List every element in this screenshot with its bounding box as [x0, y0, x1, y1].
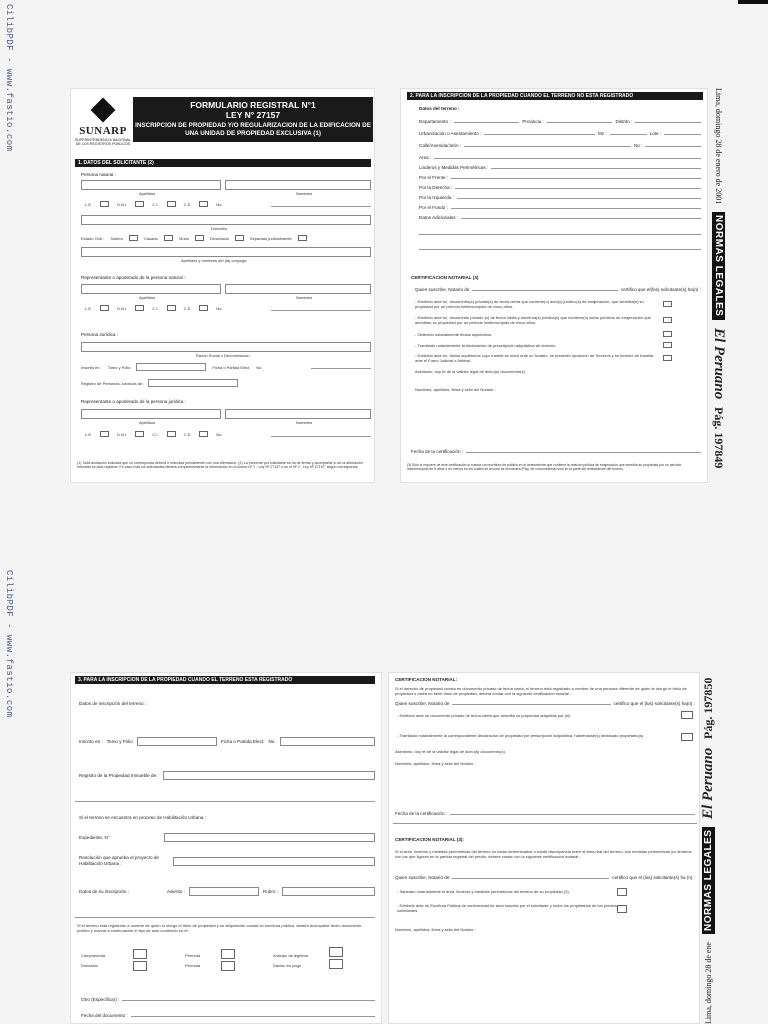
registro-juridicas-row — [81, 379, 238, 387]
label-razon-social: Razón Social o Denominación — [196, 353, 250, 358]
area-line[interactable] — [434, 158, 701, 159]
cert-item-4-b: - Exhibido ante mí Escritura Pública de conformidad de área suscrita por el solicitante y todos los propietarios de los predios colindantes. — [397, 903, 617, 913]
label-dni-2: D.N.I. — [117, 305, 128, 311]
derecha-row — [419, 185, 701, 191]
dni-checkbox-3[interactable] — [135, 431, 144, 437]
ci-checkbox-3[interactable] — [167, 431, 176, 437]
form-registral-sheet — [70, 88, 375, 483]
anticipo-checkbox[interactable] — [329, 947, 343, 957]
cert-item-1-checkbox[interactable] — [663, 301, 672, 307]
label-ce-2: C.E. — [183, 305, 192, 311]
logo-subtitle: SUPERINTENDENCIA NACIONAL DE LOS REGISTROS PUBLICOS — [75, 138, 131, 146]
calle-no-line[interactable] — [645, 146, 701, 147]
le-checkbox-2[interactable] — [100, 305, 109, 311]
label-area: Area : — [419, 155, 432, 160]
rep-juridica-nombres-field[interactable] — [225, 409, 371, 419]
label-estado-civil: Estado Civil : — [81, 235, 105, 241]
cert-title-b-2: CERTIFICACION NOTARIAL (3): — [395, 837, 464, 842]
label-urbanizacion: Urbanización o Asentamiento : — [419, 131, 482, 136]
notario-line-b[interactable] — [452, 704, 610, 705]
razon-social-field[interactable] — [81, 342, 371, 352]
quien-suscribe-row-b — [395, 701, 695, 707]
linderos-row — [419, 165, 701, 171]
fondo-row — [419, 205, 701, 211]
strip-page-number-b: Pág. 197850 — [701, 677, 715, 740]
fecha-cert-line[interactable] — [466, 452, 701, 453]
estado-civil-row — [81, 235, 307, 241]
cert-item-2-b-checkbox[interactable] — [681, 733, 693, 741]
label-calle-no: No : — [633, 143, 643, 148]
resolucion-row — [79, 855, 375, 867]
asimismo-text: Asimismo, doy fe de la validez legal de dicho(s) documento(s). — [415, 369, 526, 374]
datos-inscripcion-row — [79, 887, 375, 896]
fecha-cert-row — [411, 449, 701, 455]
label-dacion: Dación en pago — [273, 963, 302, 968]
ficha-field-b[interactable] — [280, 737, 375, 746]
viudo-checkbox[interactable] — [195, 235, 204, 241]
label-mz: Mz : — [598, 131, 607, 136]
quien-suscribe-row — [415, 287, 701, 293]
label-datos-adicionales: Datos Adicionales : — [419, 215, 459, 220]
mz-line[interactable] — [610, 134, 647, 135]
label-registro-propiedad: Registro de la Propiedad Inmueble de : — [79, 772, 159, 778]
otro-line[interactable] — [122, 1000, 375, 1001]
certificacion-notarial-sheet — [388, 672, 700, 1024]
cert-item-4-checkbox[interactable] — [663, 342, 672, 348]
label-ci: C.I. — [152, 201, 159, 207]
label-asiento: Asiento : — [167, 888, 185, 894]
cert-item-1-b-checkbox[interactable] — [681, 711, 693, 719]
calle-row — [419, 143, 701, 149]
section-2-header: 2. PARA LA INSCRIPCION DE LA PROPIEDAD CUANDO EL TERRENO NO ESTA REGISTRADO — [407, 92, 703, 100]
registro-propiedad-field[interactable] — [163, 771, 375, 780]
no-registrado-text: Si el terreno está registrado a nombre de quien lo otorgó el título de propiedad y su adquisición consta en escritura pública, deberá acompañar dicho documento público y marcar a continuación el tipo de acto contenido en él : — [77, 923, 362, 933]
label-certifico-b-2: certifico que el (los) solicitante(s) ha (n) : — [612, 875, 695, 880]
bottom-spread — [0, 512, 768, 1024]
urbanizacion-row — [419, 131, 701, 137]
document-type-row-2 — [85, 305, 223, 311]
fondo-line[interactable] — [451, 208, 701, 209]
fecha-cert-line-b[interactable] — [450, 814, 695, 815]
cert-item-3: - Obtenido notarialmente títulos supletorios. — [415, 332, 493, 337]
divorciado-checkbox[interactable] — [235, 235, 244, 241]
expediente-field[interactable] — [164, 833, 375, 842]
label-nombres-3: Nombres — [296, 420, 313, 425]
dni-checkbox-2[interactable] — [135, 305, 144, 311]
cert-item-2-checkbox[interactable] — [663, 317, 672, 323]
label-certifico: certifico que el(los) solicitante(s) ha(n) : — [620, 287, 701, 292]
label-fecha-cert: Fecha de la certificación : — [411, 449, 464, 454]
sunarp-logo — [75, 97, 131, 146]
label-por-fondo: Por el Fondo : — [419, 205, 448, 210]
right-footnote: (3) Sólo si requiere de este certificación si cuenta con escritura de pública en el antecedente que contiene la relación pública de enajenación que acredita su propiedad por un período ininterrumpido de 5 años o en menos en los cuales se recurra se encuentra (Pág. de concordancia) solo en la parte del antecedente del terreno. — [407, 463, 682, 472]
label-lote: Lote : — [649, 131, 662, 136]
label-no: No. — [216, 201, 223, 207]
label-habilitacion: Si el terreno se encuentra en proceso de Habilitación Urbana : — [79, 815, 206, 820]
adicionales-row — [419, 215, 701, 221]
nombres-firma-label-b-2: Nombres, apellidos, firma y sello del Notario : — [395, 927, 476, 932]
apellidos-field[interactable] — [81, 180, 221, 190]
calle-line[interactable] — [464, 146, 631, 147]
registro-propiedad-row — [79, 771, 375, 780]
rep-juridica-apellidos-field[interactable] — [81, 409, 221, 419]
label-dni: D.N.I. — [117, 201, 128, 207]
permuta-checkbox-2[interactable] — [221, 961, 235, 971]
label-fecha-documento: Fecha del documento : — [81, 1013, 128, 1018]
izquierda-row — [419, 195, 701, 201]
terreno-no-registrado-sheet — [400, 88, 708, 483]
label-no-b: No. — [268, 738, 276, 744]
watermark-2: CilibPDF - www.fastio.com — [4, 570, 14, 718]
derecha-line[interactable] — [455, 188, 701, 189]
cert-item-5-checkbox[interactable] — [663, 355, 672, 361]
label-no-2: No. — [216, 305, 223, 311]
document-number-line-2[interactable] — [271, 310, 371, 311]
label-tomo-folio: Tomo y Folio — [107, 364, 131, 370]
label-por-izquierda: Por la Izquierda : — [419, 195, 454, 200]
cert-title-b: CERTIFICACION NOTARIAL: — [395, 677, 458, 682]
cert-item-3-checkbox[interactable] — [663, 331, 672, 337]
domicilio-field[interactable] — [81, 215, 371, 225]
frente-row — [419, 175, 701, 181]
label-expediente: Expediente, N° — [79, 834, 110, 840]
otro-row — [81, 997, 375, 1003]
label-calle: Calle/Avenida/Jirón : — [419, 143, 462, 148]
cert-item-4-b-checkbox[interactable] — [617, 905, 627, 913]
divider-1 — [75, 801, 375, 802]
notario-line[interactable] — [472, 290, 617, 291]
label-le-3: L.E. — [85, 431, 93, 437]
divider-2 — [75, 917, 375, 918]
separado-checkbox[interactable] — [298, 235, 307, 241]
departamento-line[interactable] — [454, 122, 520, 123]
cert-item-2-b: - Tramitado notarialmente la correspondiente declaración de propiedad por prescripción adquisitiva, habiéndose(s) declarado propietario(s). — [397, 733, 645, 738]
label-resolucion: Resolución que aprueba el proyecto de Habilitación Urbana : — [79, 855, 159, 866]
label-datos-inscripcion-2: Datos de su inscripción : — [79, 888, 130, 894]
expediente-row — [79, 833, 375, 842]
resolucion-field[interactable] — [173, 857, 375, 866]
tomo-folio-field-b[interactable] — [137, 737, 217, 746]
label-ci-3: C.I. — [152, 431, 159, 437]
rep-natural-nombres-field[interactable] — [225, 284, 371, 294]
cert-intro-b-2: Si el área, linderos y medidas perimétricas del terreno no están determinados o existe discrepancia entre el área real del terreno, sus medidas perimétricas y/o linderos con los que figuran en la partida registral del predio, deberá contar con la siguiente certificación notarial : — [395, 849, 692, 859]
quien-suscribe-row-b-2 — [395, 875, 695, 881]
label-soltero: Soltero — [110, 235, 124, 241]
label-certifico-b: certifico que el (los) solicitante(s) ha(n) : — [613, 701, 695, 706]
label-apellidos-3: Apellidos — [139, 420, 156, 425]
label-conyuge: Apellidos y nombres del (la) cónyuge — [181, 258, 247, 263]
label-viudo: Viudo — [178, 235, 189, 241]
label-quien-suscribe: Quien suscribe, Notario de — [415, 287, 470, 292]
label-distrito: Distrito : — [615, 119, 633, 124]
dni-checkbox[interactable] — [135, 201, 144, 207]
label-le-2: L.E. — [85, 305, 93, 311]
nombres-field[interactable] — [225, 180, 371, 190]
adicionales-line[interactable] — [461, 218, 701, 219]
label-nombres: Nombres — [296, 191, 313, 196]
conyuge-field[interactable] — [81, 247, 371, 257]
cert-item-5: - Exhibido ante mí, títulos supletorios cuyo trámite se inició ante un Notario, se presentó oposición de Terceros y se terminó de tramitar ante el Fuero Judicial o Arbitral. — [415, 353, 654, 363]
edge-mark — [738, 0, 768, 4]
strip-page-number: Pág. 197849 — [712, 406, 726, 469]
donacion-checkbox[interactable] — [133, 961, 147, 971]
le-checkbox-3[interactable] — [100, 431, 109, 437]
cert-item-1-b: - Exhibido ante mí documento privado de fecha cierta que acredita su propiedad adquirida por (el) — [397, 713, 571, 718]
tomo-folio-field[interactable] — [136, 363, 206, 371]
cert-item-2: - Exhibido ante mí, documento privado (s) de fecha cierta y escritura(s) pública(s) que contiene(n) actos jurídicos de enajenación que acreditan su propiedad por un período ininterrumpido de cinco años. — [415, 315, 651, 325]
newspaper-strip-bottom — [700, 672, 717, 1024]
urbanizacion-line[interactable] — [484, 134, 595, 135]
label-no-3: No. — [216, 431, 223, 437]
rubro-field[interactable] — [282, 887, 375, 896]
form-title-1: FORMULARIO REGISTRAL N°1 — [190, 100, 316, 110]
label-ce-3: C.E. — [183, 431, 192, 437]
cert-item-3-b-checkbox[interactable] — [617, 888, 627, 896]
label-le: L.E. — [85, 201, 93, 207]
area-row — [419, 155, 701, 161]
form-title-3: INSCRIPCION DE PROPIEDAD Y/O REGULARIZACION DE LA EDIFICACION DE UNA UNIDAD DE PROPIEDAD EXCLUSIVA (1) — [135, 122, 371, 137]
label-ficha-no: No. — [256, 364, 263, 370]
acto-options — [81, 953, 371, 977]
ce-checkbox-2[interactable] — [199, 305, 208, 311]
label-casado: Casado — [144, 235, 158, 241]
asiento-field[interactable] — [189, 887, 259, 896]
permuta-checkbox[interactable] — [221, 949, 235, 959]
document-type-row-1 — [85, 201, 223, 207]
section-3-header: 3. PARA LA INSCRIPCION DE LA PROPIEDAD CUANDO EL TERRENO ESTA REGISTRADO — [75, 676, 375, 684]
label-datos-inscripcion: Datos de inscripción del terreno : — [79, 701, 147, 706]
label-ficha: Ficha o Partida Elect. — [212, 364, 251, 370]
fecha-documento-row — [81, 1013, 375, 1019]
strip-section: NORMAS LEGALES — [712, 212, 725, 319]
soltero-checkbox[interactable] — [129, 235, 138, 241]
label-inscrita-en: Inscrita en : — [81, 364, 102, 370]
document-type-row-3 — [85, 431, 223, 437]
label-por-derecha: Por la Derecha : — [419, 185, 453, 190]
rep-natural-apellidos-field[interactable] — [81, 284, 221, 294]
notario-line-b-2[interactable] — [452, 878, 609, 879]
registro-juridicas-field[interactable] — [148, 379, 238, 387]
label-tomo-folio-b: Tomo y Folio — [106, 738, 133, 744]
el-peruano-logo-b: El Peruano — [700, 747, 716, 819]
label-donacion: Donación — [81, 963, 98, 968]
distrito-line[interactable] — [635, 122, 701, 123]
compraventa-checkbox[interactable] — [133, 949, 147, 959]
logo-name: SUNARP — [79, 125, 127, 137]
strip-date-b: Lima, domingo 28 de ene — [704, 942, 713, 1024]
divider-b — [393, 823, 697, 824]
label-apellidos: Apellidos — [139, 191, 156, 196]
cert-item-1: - Exhibido ante mí, documento(s) privado(s) de fecha cierta que contiene(n) acto(s) jurídico(s) de enajenación, que acredita(n) su propiedad por un período ininterrumpido de cinco años. — [415, 299, 644, 309]
dacion-checkbox[interactable] — [329, 959, 343, 969]
form-title-2: LEY N° 27157 — [225, 110, 281, 120]
strip-section-b: NORMAS LEGALES — [702, 827, 715, 934]
lote-line[interactable] — [664, 134, 701, 135]
label-nombres-2: Nombres — [296, 295, 313, 300]
fecha-documento-line[interactable] — [131, 1016, 375, 1017]
sunarp-emblem-icon — [91, 98, 116, 123]
label-datos-terreno: Datos del terreno : — [419, 106, 460, 111]
ce-checkbox-3[interactable] — [199, 431, 208, 437]
provincia-line[interactable] — [547, 122, 613, 123]
label-fecha-cert-b: Fecha de la certificación : — [395, 811, 448, 816]
label-quien-suscribe-b-2: Quien suscribe, Notario de — [395, 875, 450, 880]
label-provincia: Provincia : — [522, 119, 544, 124]
label-dni-3: D.N.I. — [117, 431, 128, 437]
label-rubro: Rubro : — [262, 888, 278, 894]
newspaper-strip-top — [710, 88, 727, 488]
form-footnote: (1) Toda anotación indicada que no corresponda deberá ir marcada previamente con una afirmación. (2) La presente por solicitante se ha de firmar y acompañar lo de la afirmación mientras se pida registrar. En caso más los solicitantes deberá complementarse la información en el Anexo Nº 1 - Ley Nº 27157 o en el Nº 2 - Ley Nº 27157, según corresponda. — [77, 461, 363, 470]
watermark: CilibPDF - www.fastio.com — [4, 4, 14, 152]
document-number-line-3[interactable] — [271, 436, 371, 437]
label-ce: C.E. — [183, 201, 192, 207]
nombres-firma-label-b: Nombres, apellidos, firma y sello del Notario : — [395, 761, 476, 766]
label-quien-suscribe-b: Quien suscribe, Notario de — [395, 701, 450, 706]
ubicacion-row — [419, 119, 701, 125]
cert-item-3-b: - Saneado notarialmente el área, linderos y medidas perimétricas del terreno de su propiedad (3). — [397, 889, 570, 894]
label-ci-2: C.I. — [152, 305, 159, 311]
adicionales-line-2[interactable] — [419, 234, 701, 235]
strip-date: Lima, domingo 28 de enero de 2001 — [714, 88, 723, 205]
label-anticipo: Anticipo de legítima — [273, 953, 308, 958]
adicionales-line-3[interactable] — [419, 249, 701, 250]
label-compraventa: Compraventa — [81, 953, 106, 958]
label-domicilio: Domicilio — [211, 226, 228, 231]
ci-checkbox-2[interactable] — [167, 305, 176, 311]
label-departamento: Departamento : — [419, 119, 451, 124]
cert-item-4: - Tramitado notarialmente la declaración de prescripción adquisitiva de dominio. — [415, 343, 557, 348]
label-persona-natural: Persona natural : — [81, 172, 116, 177]
label-inscrito-en: Inscrito en : — [79, 738, 103, 744]
label-representante-juridica: Representante o apoderado de la persona jurídica : — [81, 399, 186, 404]
linderos-line[interactable] — [491, 168, 701, 169]
frente-line[interactable] — [451, 178, 701, 179]
label-separado: Separado judicialmente — [249, 235, 292, 241]
label-ficha-b: Ficha o Partida Elect. — [220, 738, 265, 744]
izquierda-line[interactable] — [457, 198, 701, 199]
asimismo-text-b: Asimismo, doy fe de la validez legal de dicho(s) documento(s). — [395, 749, 506, 754]
label-permuta-2: Permuta — [185, 963, 201, 968]
le-checkbox[interactable] — [100, 201, 109, 207]
cert-intro-b: Si el derecho de propiedad consta en documento privado de fecha cierta, el terreno está registrado a nombre de una persona diferente de quien le otorgó el título de propiedad o usted no tiene título de propiedad, deberá contar con la siguiente certificación notarial : — [395, 686, 687, 696]
label-apellidos-2: Apellidos — [139, 295, 156, 300]
inscrita-row — [81, 363, 263, 371]
section-1-header: 1. DATOS DEL SOLICITANTE (2) — [75, 159, 371, 167]
document-number-line[interactable] — [271, 206, 371, 207]
terreno-registrado-sheet — [70, 672, 382, 1024]
label-permuta: Permuta — [185, 953, 201, 958]
label-persona-juridica: Persona Jurídica : — [81, 332, 119, 337]
form-title-block — [133, 97, 373, 142]
label-por-frente: Por el Frente : — [419, 175, 449, 180]
label-representante-natural: Representante o apoderado de la persona natural : — [81, 275, 186, 280]
ci-checkbox[interactable] — [167, 201, 176, 207]
label-registro-juridicas: Registro de Personas Jurídicas de : — [81, 380, 145, 386]
label-otro: Otro (Especificar) : — [81, 997, 120, 1002]
cert-title: CERTIFICACION NOTARIAL (3) — [411, 275, 479, 280]
fecha-cert-row-b — [395, 811, 695, 817]
nombres-firma-label: Nombres, apellidos, firma y sello del Notario : — [415, 387, 496, 392]
ce-checkbox[interactable] — [199, 201, 208, 207]
casado-checkbox[interactable] — [164, 235, 173, 241]
ficha-line[interactable] — [311, 368, 371, 369]
inscrito-row — [79, 737, 375, 746]
label-divorciado: Divorciado — [210, 235, 229, 241]
el-peruano-logo: El Peruano — [711, 327, 727, 399]
label-linderos: Linderos y Medidas Perimétricas : — [419, 165, 489, 170]
